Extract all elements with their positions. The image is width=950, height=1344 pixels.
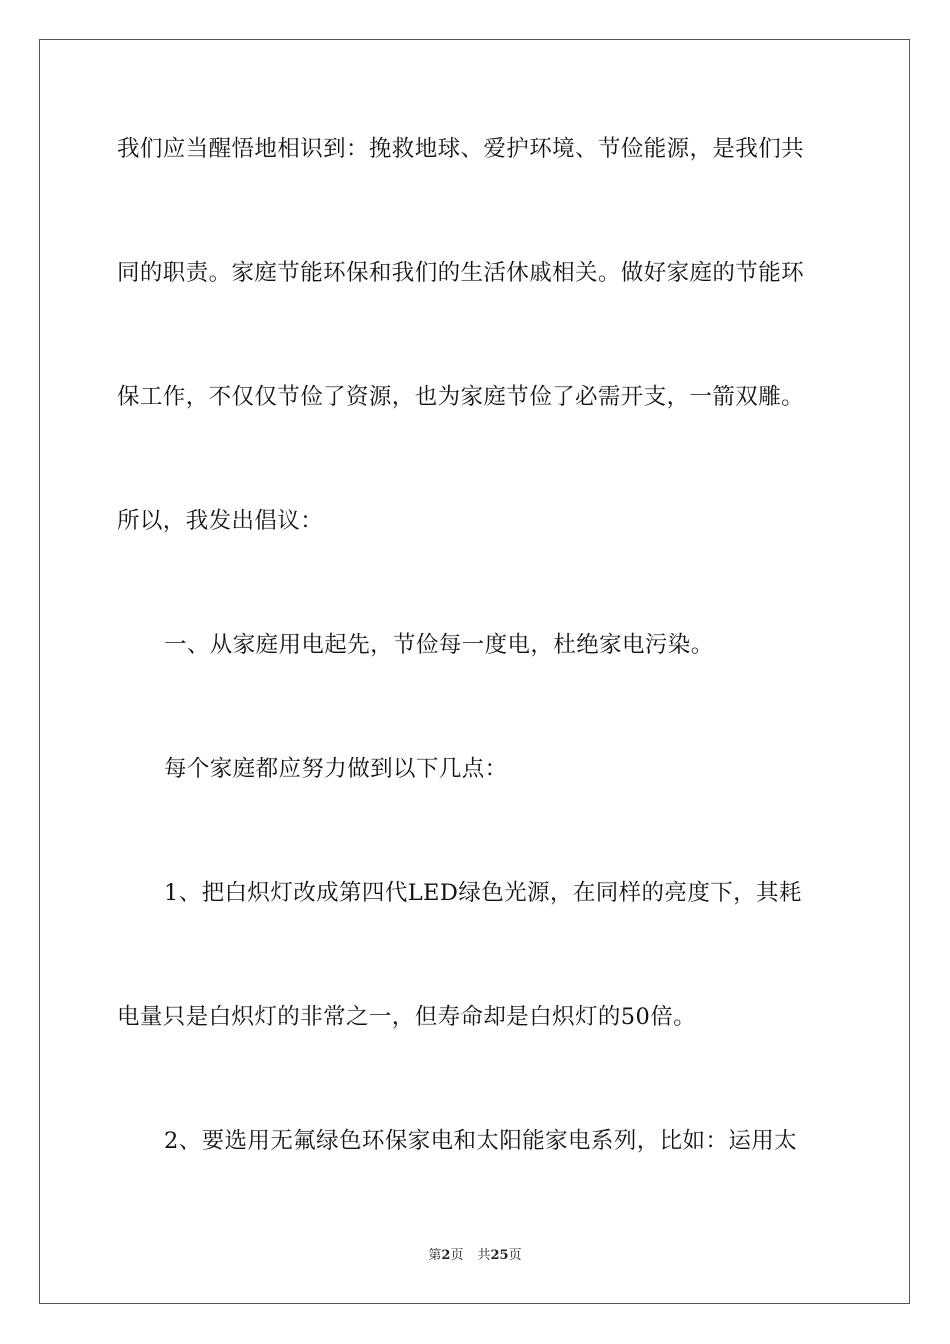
footer-total-pages: 25 — [490, 1248, 509, 1263]
footer-total-suffix: 页 — [508, 1248, 522, 1263]
footer-page-prefix: 第 — [428, 1248, 442, 1263]
body-line-5: 一、从家庭用电起先，节俭每一度电，杜绝家电污染。 — [164, 632, 714, 658]
body-line-3: 保工作，不仅仅节俭了资源，也为家庭节俭了必需开支，一箭双雕。 — [117, 384, 805, 410]
body-line-8: 电量只是白炽灯的非常之一，但寿命却是白炽灯的50倍。 — [117, 1004, 697, 1030]
footer-page-suffix: 页 — [450, 1248, 464, 1263]
page-border — [39, 39, 910, 1304]
body-line-4: 所以，我发出倡议： — [117, 508, 324, 534]
body-line-7: 1、把白炽灯改成第四代LED绿色光源，在同样的亮度下，其耗 — [164, 880, 802, 906]
body-line-6: 每个家庭都应努力做到以下几点： — [164, 756, 508, 782]
body-line-9: 2、要选用无氟绿色环保家电和太阳能家电系列，比如：运用太 — [164, 1128, 798, 1154]
page-footer — [0, 1247, 950, 1265]
body-line-2: 同的职责。家庭节能环保和我们的生活休戚相关。做好家庭的节能环 — [117, 260, 805, 286]
footer-total-prefix: 共 — [477, 1248, 491, 1263]
body-line-1: 我们应当醒悟地相识到：挽救地球、爱护环境、节俭能源，是我们共 — [117, 136, 805, 162]
footer-page-number: 2 — [441, 1248, 451, 1263]
